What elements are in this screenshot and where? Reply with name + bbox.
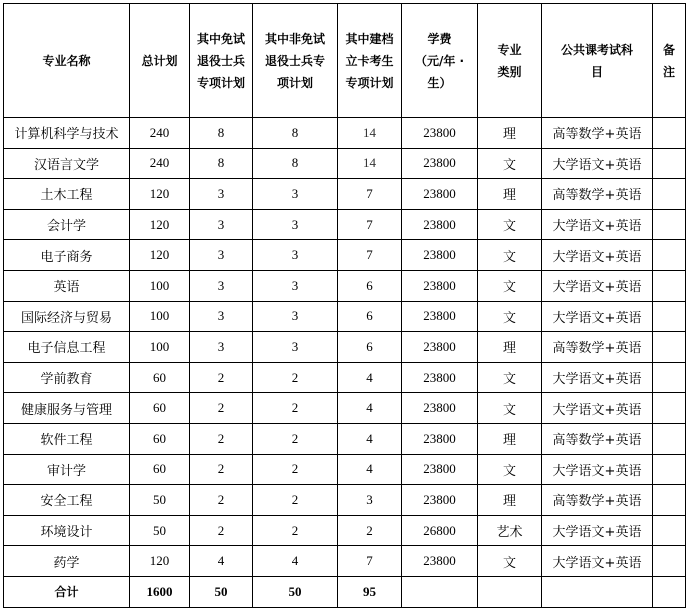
cell-type: 文 [478,546,542,577]
cell-note [653,393,686,424]
cell-note [653,118,686,149]
cell-veteran-exempt: 8 [190,118,253,149]
table-row [4,332,686,363]
cell-poverty-plan: 4 [338,362,402,393]
cell-veteran-nonexempt: 2 [253,454,338,485]
cell-type: 文 [478,148,542,179]
cell-fee: 26800 [402,515,478,546]
cell-fee: 23800 [402,423,478,454]
cell-subjects: 大学语文+英语 [542,454,653,485]
cell-total: 60 [130,454,190,485]
cell-name: 学前教育 [4,362,130,393]
cell-note [653,546,686,577]
cell-type: 文 [478,393,542,424]
table-row [4,179,686,210]
cell-type: 文 [478,301,542,332]
cell-subjects: 高等数学+英语 [542,485,653,516]
cell-total: 120 [130,546,190,577]
cell-veteran-exempt: 4 [190,546,253,577]
cell-name: 电子商务 [4,240,130,271]
cell-total: 240 [130,118,190,149]
cell-type: 理 [478,118,542,149]
cell-veteran-exempt: 3 [190,209,253,240]
cell-veteran-nonexempt: 4 [253,546,338,577]
cell-type: 理 [478,423,542,454]
cell-type: 文 [478,454,542,485]
table-row [4,148,686,179]
cell-poverty-plan: 7 [338,546,402,577]
table-row [4,362,686,393]
header-note: 备注 [653,4,686,118]
totals-note [653,576,686,607]
cell-name: 会计学 [4,209,130,240]
cell-poverty-plan: 7 [338,240,402,271]
cell-veteran-exempt: 3 [190,179,253,210]
cell-poverty-plan: 6 [338,301,402,332]
cell-total: 50 [130,515,190,546]
cell-subjects: 高等数学+英语 [542,423,653,454]
cell-subjects: 大学语文+英语 [542,240,653,271]
cell-type: 理 [478,179,542,210]
cell-subjects: 高等数学+英语 [542,118,653,149]
cell-veteran-nonexempt: 3 [253,240,338,271]
cell-subjects: 高等数学+英语 [542,332,653,363]
cell-name: 汉语言文学 [4,148,130,179]
cell-type: 文 [478,240,542,271]
cell-poverty-plan: 4 [338,423,402,454]
cell-fee: 23800 [402,118,478,149]
totals-type [478,576,542,607]
cell-note [653,423,686,454]
cell-fee: 23800 [402,148,478,179]
cell-name: 健康服务与管理 [4,393,130,424]
cell-name: 审计学 [4,454,130,485]
cell-note [653,515,686,546]
cell-note [653,179,686,210]
cell-total: 100 [130,301,190,332]
cell-veteran-exempt: 3 [190,301,253,332]
cell-veteran-exempt: 2 [190,485,253,516]
cell-fee: 23800 [402,546,478,577]
cell-subjects: 高等数学+英语 [542,179,653,210]
cell-fee: 23800 [402,179,478,210]
header-veteran-exempt: 其中免试退役士兵专项计划 [190,4,253,118]
cell-note [653,332,686,363]
totals-veteran-exempt: 50 [190,576,253,607]
totals-fee [402,576,478,607]
cell-fee: 23800 [402,209,478,240]
totals-veteran-nonexempt: 50 [253,576,338,607]
cell-veteran-exempt: 2 [190,515,253,546]
cell-subjects: 大学语文+英语 [542,546,653,577]
totals-subjects [542,576,653,607]
cell-veteran-nonexempt: 3 [253,301,338,332]
cell-name: 电子信息工程 [4,332,130,363]
cell-total: 120 [130,209,190,240]
cell-subjects: 大学语文+英语 [542,362,653,393]
cell-veteran-exempt: 8 [190,148,253,179]
cell-poverty-plan: 14 [338,118,402,149]
cell-note [653,148,686,179]
header-subjects: 公共课考试科目 [542,4,653,118]
cell-name: 国际经济与贸易 [4,301,130,332]
cell-total: 60 [130,393,190,424]
cell-total: 60 [130,362,190,393]
cell-fee: 23800 [402,332,478,363]
cell-veteran-nonexempt: 2 [253,485,338,516]
cell-veteran-exempt: 3 [190,240,253,271]
cell-name: 药学 [4,546,130,577]
cell-veteran-nonexempt: 2 [253,423,338,454]
cell-name: 英语 [4,270,130,301]
cell-total: 120 [130,179,190,210]
header-fee: 学费（元/年 ·生） [402,4,478,118]
cell-poverty-plan: 3 [338,485,402,516]
cell-type: 文 [478,209,542,240]
table-row [4,393,686,424]
cell-total: 100 [130,332,190,363]
cell-veteran-nonexempt: 8 [253,118,338,149]
table-row [4,240,686,271]
cell-type: 文 [478,362,542,393]
table-row [4,485,686,516]
cell-note [653,485,686,516]
table-body [4,118,686,577]
cell-type: 理 [478,332,542,363]
cell-subjects: 大学语文+英语 [542,209,653,240]
totals-poverty-plan: 95 [338,576,402,607]
cell-poverty-plan: 6 [338,270,402,301]
cell-poverty-plan: 14 [338,148,402,179]
header-name: 专业名称 [4,4,130,118]
table-row [4,454,686,485]
cell-subjects: 大学语文+英语 [542,515,653,546]
cell-veteran-nonexempt: 8 [253,148,338,179]
cell-note [653,240,686,271]
table-row [4,301,686,332]
cell-name: 软件工程 [4,423,130,454]
cell-poverty-plan: 7 [338,179,402,210]
header-type: 专业类别 [478,4,542,118]
cell-veteran-nonexempt: 2 [253,393,338,424]
cell-type: 艺术 [478,515,542,546]
header-veteran-nonexempt: 其中非免试退役士兵专项计划 [253,4,338,118]
cell-veteran-exempt: 3 [190,332,253,363]
table-row [4,118,686,149]
cell-poverty-plan: 2 [338,515,402,546]
cell-note [653,454,686,485]
table-row [4,209,686,240]
cell-veteran-exempt: 2 [190,362,253,393]
cell-veteran-nonexempt: 3 [253,209,338,240]
cell-veteran-nonexempt: 3 [253,332,338,363]
cell-total: 60 [130,423,190,454]
cell-type: 理 [478,485,542,516]
header-poverty-plan: 其中建档立卡考生专项计划 [338,4,402,118]
cell-total: 120 [130,240,190,271]
table-row [4,515,686,546]
table-row [4,270,686,301]
cell-total: 240 [130,148,190,179]
cell-name: 土木工程 [4,179,130,210]
enrollment-plan-table [3,3,686,608]
totals-total: 1600 [130,576,190,607]
cell-note [653,362,686,393]
header-total: 总计划 [130,4,190,118]
cell-name: 计算机科学与技术 [4,118,130,149]
cell-subjects: 大学语文+英语 [542,270,653,301]
cell-fee: 23800 [402,362,478,393]
cell-veteran-exempt: 2 [190,454,253,485]
cell-subjects: 大学语文+英语 [542,301,653,332]
cell-fee: 23800 [402,301,478,332]
cell-veteran-nonexempt: 3 [253,270,338,301]
table-row [4,423,686,454]
table-header-row [4,4,686,118]
cell-veteran-exempt: 2 [190,423,253,454]
totals-label: 合计 [4,576,130,607]
cell-veteran-exempt: 3 [190,270,253,301]
cell-subjects: 大学语文+英语 [542,148,653,179]
cell-subjects: 大学语文+英语 [542,393,653,424]
cell-total: 50 [130,485,190,516]
cell-fee: 23800 [402,454,478,485]
cell-note [653,209,686,240]
cell-fee: 23800 [402,485,478,516]
cell-note [653,270,686,301]
cell-veteran-nonexempt: 2 [253,362,338,393]
cell-fee: 23800 [402,240,478,271]
cell-note [653,301,686,332]
cell-fee: 23800 [402,270,478,301]
cell-poverty-plan: 6 [338,332,402,363]
cell-total: 100 [130,270,190,301]
cell-poverty-plan: 4 [338,393,402,424]
cell-poverty-plan: 4 [338,454,402,485]
table-row [4,546,686,577]
cell-veteran-nonexempt: 2 [253,515,338,546]
cell-name: 安全工程 [4,485,130,516]
totals-row [4,576,686,607]
cell-name: 环境设计 [4,515,130,546]
cell-veteran-nonexempt: 3 [253,179,338,210]
cell-fee: 23800 [402,393,478,424]
cell-poverty-plan: 7 [338,209,402,240]
cell-type: 文 [478,270,542,301]
cell-veteran-exempt: 2 [190,393,253,424]
